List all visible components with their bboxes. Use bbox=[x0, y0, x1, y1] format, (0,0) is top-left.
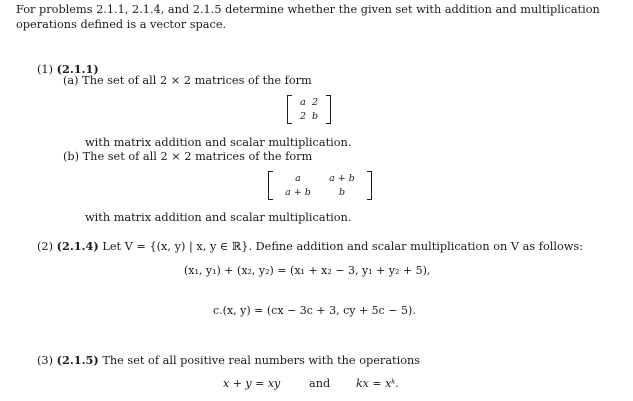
problem-2-equation-2: c.(x, y) = (cx − 3c + 3, cy + 5c − 5). bbox=[213, 304, 416, 317]
problem-1a-label: (a) bbox=[63, 74, 79, 87]
matrix-1b-grid bbox=[273, 171, 367, 200]
problem-3-line bbox=[37, 353, 420, 367]
matrix-cell: 2 bbox=[311, 97, 319, 108]
problem-2-number: (2) bbox=[37, 240, 54, 253]
matrix-cell: a + b bbox=[329, 173, 355, 184]
problem-1b-text: The set of all 2 × 2 matrices of the form bbox=[82, 150, 313, 163]
problem-2-line bbox=[37, 239, 583, 253]
problem-1-ref: (2.1.1) bbox=[56, 62, 99, 76]
matrix-cell: a bbox=[300, 97, 306, 108]
intro-paragraph: For problems 2.1.1, 2.1.4, and 2.1.5 determine whether the given set with addition and multiplication operations defined is a vector space. bbox=[16, 3, 600, 31]
problem-2-equation-1: (x₁, y₁) + (x₂, y₂) = (x₁ + x₂ − 3, y₁ + y₂ + 5), bbox=[184, 264, 431, 277]
problem-3-and: and bbox=[309, 377, 331, 390]
problem-1a-line bbox=[63, 74, 312, 87]
right-bracket bbox=[326, 95, 331, 124]
problem-3-operation-add: x + y = xy bbox=[223, 377, 281, 390]
problem-3-ref: (2.1.5) bbox=[56, 353, 99, 367]
matrix-1a-grid bbox=[292, 95, 326, 124]
matrix-cell: 2 bbox=[299, 111, 307, 122]
problem-1-number: (1) bbox=[37, 63, 54, 76]
right-bracket bbox=[367, 171, 372, 200]
problem-2-ref: (2.1.4) bbox=[56, 239, 99, 253]
problem-3-operation-scalar: kx = xᵏ. bbox=[356, 377, 399, 390]
problem-3-text: The set of all positive real numbers with the operations bbox=[102, 354, 421, 367]
problem-1b-after: with matrix addition and scalar multiplication. bbox=[85, 211, 352, 224]
matrix-cell: b bbox=[311, 111, 319, 122]
problem-1b-label: (b) bbox=[63, 150, 80, 163]
matrix-cell: a + b bbox=[285, 187, 311, 198]
matrix-cell: a bbox=[295, 173, 301, 184]
matrix-1b bbox=[268, 171, 372, 200]
problem-1a-text: The set of all 2 × 2 matrices of the form bbox=[82, 74, 312, 87]
matrix-1a bbox=[287, 95, 331, 124]
problem-1a-after: with matrix addition and scalar multiplication. bbox=[85, 136, 352, 149]
problem-3-number: (3) bbox=[37, 354, 54, 367]
matrix-cell: b bbox=[338, 187, 346, 198]
problem-1b-line bbox=[63, 150, 312, 163]
problem-2-text: Let V = {(x, y) | x, y ∈ ℝ}. Define addition and scalar multiplication on V as follows: bbox=[102, 240, 584, 253]
